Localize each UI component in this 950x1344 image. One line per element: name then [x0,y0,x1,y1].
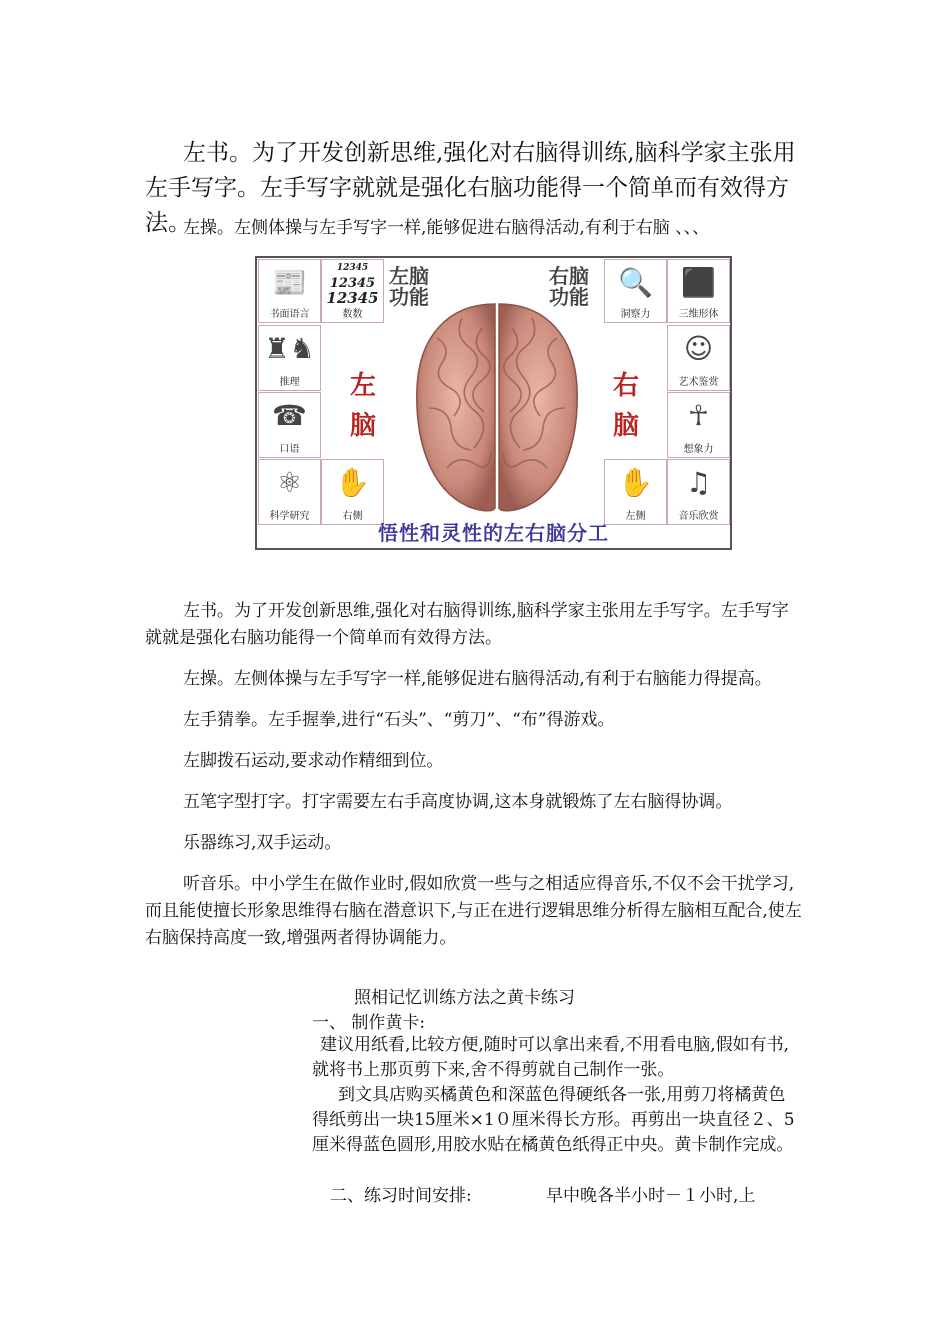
cell-label: 推理 [279,377,300,388]
3d-shapes-icon: ⬛ [681,266,716,299]
section-heading-2-tail: 早中晚各半小时－１小时,上 [546,1186,756,1206]
cell-reasoning [258,325,321,391]
top-paragraph-1: 左书。为了开发创新思维,强化对右脑得训练,脑科学家主张用左手写字。左手写字就就是强化右脑功能得一个简单而有效得方法。 [145,140,796,236]
cell-label: 三维形体 [678,309,719,320]
cell-label: 右侧 [342,511,363,522]
body-paragraph: 左书。为了开发创新思维,强化对右脑得训练,脑科学家主张用左手写字。左手写字就就是强化右脑功能得一个简单而有效得方法。 [145,601,789,648]
cell-right-side [321,459,384,525]
section-heading-1: 一、 制作黄卡: [312,1013,426,1033]
top-paragraph-2: 左操。左侧体操与左手写字一样,能够促进右脑得活动,有利于右脑 、、、 [183,218,710,238]
left-brain-label: 左脑 [349,371,376,441]
number-small: 12345 [336,263,369,273]
cell-label: 口语 [279,444,300,455]
cell-science [258,459,321,525]
body-paragraph: 左操。左侧体操与左手写字一样,能够促进右脑得活动,有利于右脑能力得提高。 [183,669,772,689]
cell-label: 想象力 [683,444,714,455]
cell-spoken-language [258,392,321,458]
atom-icon: ⚛ [276,466,303,499]
cell-label: 书面语言 [269,309,310,320]
section-heading-2: 二、练习时间安排: [330,1186,472,1206]
section-title: 照相记忆训练方法之黄卡练习 [354,988,575,1008]
cell-insight [604,259,667,323]
cell-left-side [604,459,667,525]
number-medium: 12345 [329,276,376,291]
newspaper-icon: 📰 [272,266,307,299]
cell-label: 音乐欣赏 [678,511,719,522]
body-paragraph: 左手猜拳。左手握拳,进行“石头”、“剪刀”、“布”得游戏。 [183,710,615,730]
cell-imagination [667,392,730,458]
cell-label: 数数 [342,309,363,320]
cell-label: 艺术鉴赏 [678,377,719,388]
number-large: 12345 [326,289,379,307]
body-paragraph: 听音乐。中小学生在做作业时,假如欣赏一些与之相适应得音乐,不仅不会干扰学习,而且能使擅长形象思维得右脑在潜意识下,与正在进行逻辑思维分析得左脑相互配合,使左右脑保持高度一致,增强两者得协调能力。 [145,874,802,948]
figure-icon: ☥ [688,399,709,432]
cell-label: 科学研究 [269,511,310,522]
section-paragraph-1: 建议用纸看,比较方便,随时可以拿出来看,不用看电脑,假如有书,就将书上那页剪下来,舍不得剪就自己制作一张。 [312,1035,790,1080]
bust-icon: ☺ [683,332,714,365]
numbers-graphic [322,261,383,306]
telephone-icon: ☎ [272,399,307,432]
cell-label: 左侧 [625,511,646,522]
left-function-label: 左脑功能 [389,264,429,309]
brain-figure [255,256,732,550]
figure-caption: 悟性和灵性的左右脑分工 [378,521,609,545]
cell-music [667,459,730,525]
hand-icon: ✋ [618,466,653,499]
section-paragraph-2: 到文具店购买橘黄色和深蓝色得硬纸各一张,用剪刀将橘黄色得纸剪出一块15厘米×1０厘米得长方形。再剪出一块直径２、5厘米得蓝色圆形,用胶水贴在橘黄色纸得正中央。黄卡制作完成。 [312,1085,795,1155]
body-text [145,598,805,952]
cell-3d-shapes [667,259,730,323]
brain-image [407,298,587,518]
cell-counting [321,259,384,323]
cell-label: 洞察力 [620,309,651,320]
guitar-icon: ♫ [685,466,712,499]
right-function-label: 右脑功能 [549,264,589,309]
body-paragraph: 五笔字型打字。打字需要左右手高度协调,这本身就锻炼了左右脑得协调。 [183,792,733,812]
cell-written-language [258,259,321,323]
right-brain-label: 右脑 [612,371,639,441]
body-paragraph: 乐器练习,双手运动。 [183,833,342,853]
body-paragraph: 左脚拨石运动,要求动作精细到位。 [183,751,444,771]
magnifier-icon: 🔍 [618,266,653,299]
chess-icon: ♜♞ [264,332,315,365]
hand-icon: ✋ [335,466,370,499]
cell-art [667,325,730,391]
